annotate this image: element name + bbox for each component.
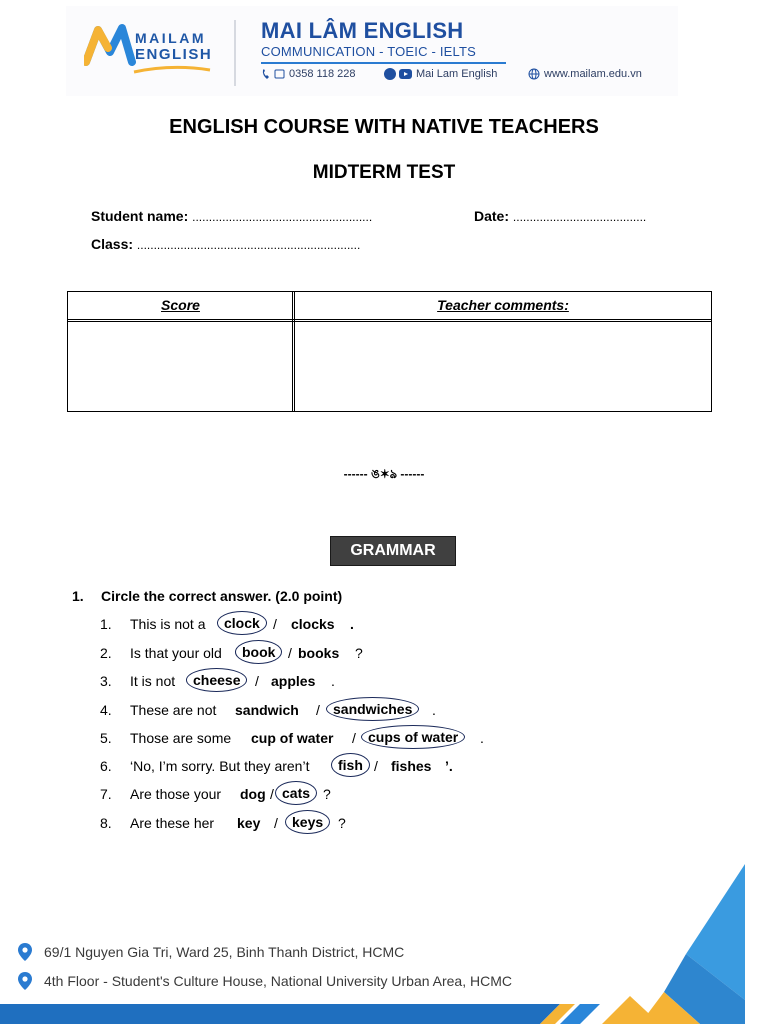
contact-website — [528, 68, 642, 80]
item-number: 1. — [100, 616, 112, 632]
item-end-punct: . — [350, 616, 354, 632]
contact-social — [384, 68, 497, 80]
answer-option[interactable]: books — [298, 645, 340, 661]
score-cell — [68, 322, 292, 411]
list-item — [100, 671, 400, 691]
answer-option[interactable]: clocks — [291, 616, 335, 632]
date-field — [474, 208, 646, 224]
option-separator: / — [273, 616, 277, 632]
answer-option-circled[interactable]: fish — [331, 753, 370, 777]
class-label: Class: — [91, 236, 134, 252]
student-name-label: Student name: — [91, 208, 189, 224]
answer-option-circled[interactable]: cats — [275, 781, 317, 805]
list-item — [100, 700, 440, 720]
answer-option-circled[interactable]: cheese — [186, 668, 247, 692]
question-number: 1. — [72, 588, 84, 604]
item-text: Are these her — [130, 815, 215, 831]
option-separator: / — [374, 758, 378, 774]
globe-icon — [528, 68, 540, 80]
item-text: Are those your — [130, 786, 222, 802]
location-pin-icon — [18, 972, 32, 990]
answer-option[interactable]: sandwich — [235, 702, 299, 718]
list-item — [100, 756, 470, 776]
item-number: 6. — [100, 758, 112, 774]
date-blank: ........................................ — [512, 210, 647, 224]
list-item — [100, 643, 400, 663]
student-name-blank: ...................................................... — [192, 210, 373, 224]
brand-name: MAI LÂM ENGLISH — [261, 18, 464, 43]
logo-text-mailam: MAILAM — [135, 30, 206, 46]
option-separator: / — [274, 815, 278, 831]
item-number: 4. — [100, 702, 112, 718]
item-end-punct: . — [432, 702, 436, 718]
teacher-comments-cell — [295, 322, 711, 411]
item-number: 7. — [100, 786, 112, 802]
answer-option-circled[interactable]: clock — [217, 611, 267, 635]
option-separator: / — [288, 645, 292, 661]
social-name: Mai Lam English — [416, 68, 498, 80]
footer-decoration — [0, 850, 768, 1024]
answer-option[interactable]: dog — [240, 786, 266, 802]
option-separator: / — [316, 702, 320, 718]
item-text: ‘No, I’m sorry. But they aren’t — [130, 758, 310, 774]
address-line-1 — [18, 943, 404, 961]
answer-option-circled[interactable]: cups of water — [361, 725, 465, 749]
student-name-field — [91, 208, 372, 224]
grammar-section-badge: GRAMMAR — [330, 536, 456, 566]
contact-phone — [261, 68, 355, 80]
answer-option[interactable]: key — [237, 815, 261, 831]
list-item — [100, 614, 400, 634]
address-line-2 — [18, 972, 512, 990]
ornament-divider: ------ ঙ✶ঌ ------ — [343, 467, 425, 481]
score-header: Score — [161, 297, 200, 313]
mailam-logo-icon — [84, 22, 136, 68]
score-table — [67, 291, 712, 412]
header-divider — [234, 20, 236, 86]
class-blank: ................................................................... — [136, 238, 361, 252]
address-text-2: 4th Floor - Student's Culture House, National University Urban Area, HCMC — [44, 973, 512, 989]
location-pin-icon — [18, 943, 32, 961]
item-number: 2. — [100, 645, 112, 661]
item-text: This is not a — [130, 616, 206, 632]
question-instruction: Circle the correct answer. (2.0 point) — [101, 588, 343, 604]
option-separator: / — [270, 786, 274, 802]
item-text: These are not — [130, 702, 217, 718]
website-url: www.mailam.edu.vn — [544, 68, 642, 80]
class-field — [91, 236, 360, 252]
item-number: 8. — [100, 815, 112, 831]
address-text-1: 69/1 Nguyen Gia Tri, Ward 25, Binh Thanh District, HCMC — [44, 944, 405, 960]
item-text: It is not — [130, 673, 176, 689]
letterhead — [66, 6, 678, 96]
item-number: 5. — [100, 730, 112, 746]
item-number: 3. — [100, 673, 112, 689]
item-end-punct: ? — [323, 786, 331, 802]
date-label: Date: — [474, 208, 510, 224]
teacher-comments-header: Teacher comments: — [437, 297, 569, 313]
item-end-punct: ? — [355, 645, 363, 661]
list-item — [100, 728, 490, 748]
brand-tagline: COMMUNICATION - TOEIC - IELTS — [261, 44, 477, 59]
option-separator: / — [352, 730, 356, 746]
item-text: Is that your old — [130, 645, 222, 661]
test-title: MIDTERM TEST — [312, 162, 456, 183]
item-end-punct: . — [331, 673, 335, 689]
answer-option[interactable]: fishes — [391, 758, 432, 774]
phone-number: 0358 118 228 — [289, 68, 356, 80]
answer-option-circled[interactable]: sandwiches — [326, 697, 419, 721]
logo-swoosh-icon — [132, 62, 212, 76]
list-item — [100, 813, 400, 833]
item-end-punct: ’. — [445, 758, 453, 774]
course-title: ENGLISH COURSE WITH NATIVE TEACHERS — [169, 116, 599, 138]
logo-text-english: ENGLISH — [135, 46, 213, 63]
item-end-punct: ? — [338, 815, 346, 831]
item-text: Those are some — [130, 730, 232, 746]
item-end-punct: . — [480, 730, 484, 746]
answer-option-circled[interactable]: book — [235, 640, 282, 664]
answer-option[interactable]: cup of water — [251, 730, 334, 746]
brand-underline — [261, 62, 506, 64]
facebook-youtube-icon — [384, 68, 412, 80]
question-heading — [72, 588, 342, 604]
phone-icon — [261, 68, 285, 80]
answer-option-circled[interactable]: keys — [285, 810, 330, 834]
answer-option[interactable]: apples — [271, 673, 316, 689]
option-separator: / — [255, 673, 259, 689]
list-item — [100, 784, 400, 804]
